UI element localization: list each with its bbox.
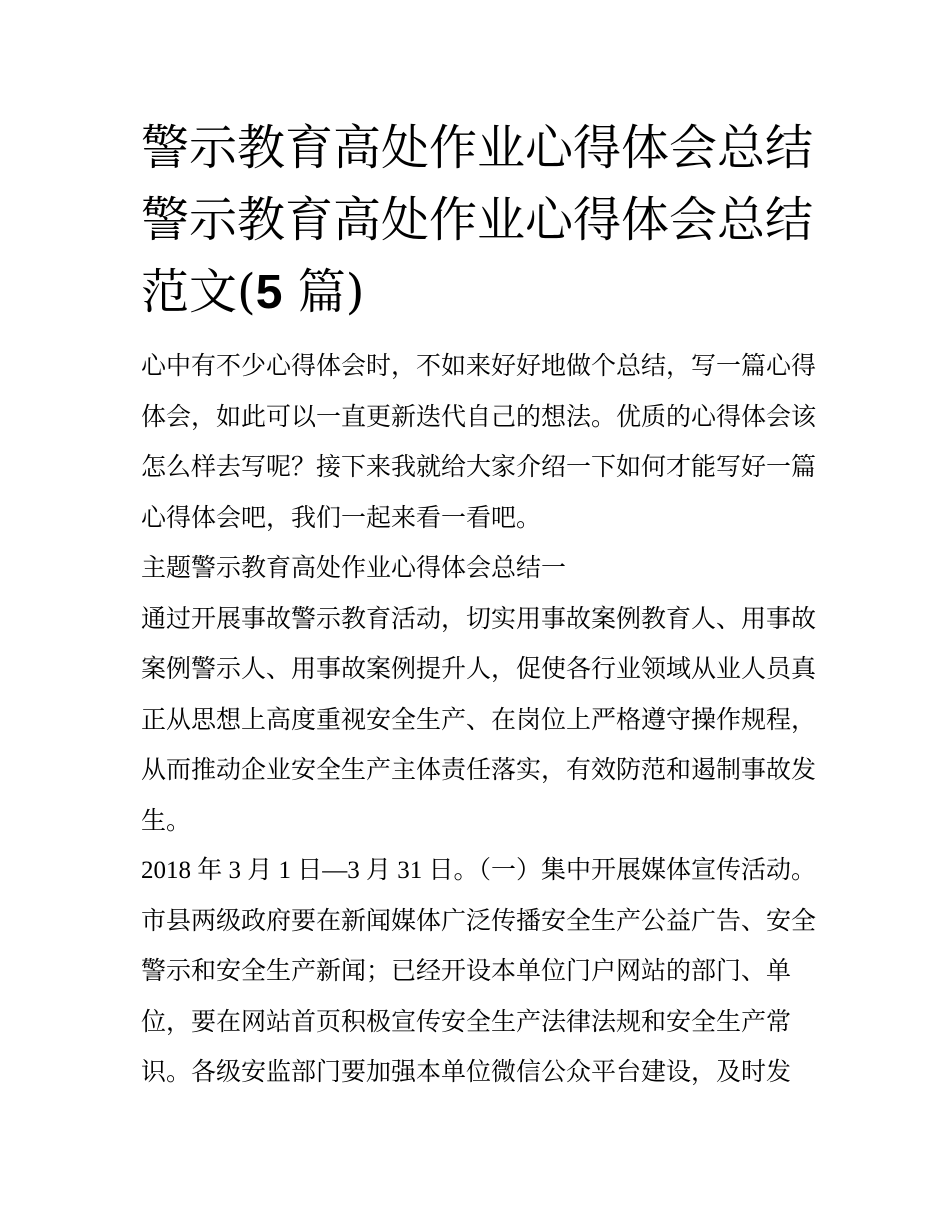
document-title (141, 112, 821, 329)
intro-paragraph: 心中有不少心得体会时，不如来好好地做个总结，写一篇心得体会，如此可以一直更新迭代自己的想法。优质的心得体会该怎么样去写呢？接下来我就给大家介绍一下如何才能写好一篇心得体会吧，我们一起来看一看吧。 (141, 351, 817, 532)
section-heading: 主题警示教育高处作业心得体会总结一 (141, 553, 567, 582)
document-body (141, 112, 821, 1099)
body-paragraph-2: 2018 年 3 月 1 日—3 月 31 日。（一）集中开展媒体宣传活动。市县两级政府要在新闻媒体广泛传播安全生产公益广告、安全警示和安全生产新闻；已经开设本单位门户网站的部门、单位，要在网站首页积极宣传安全生产法律法规和安全生产常识。各级安监部门要加强本单位微信公众平台建设，及时发 (141, 857, 817, 1086)
title-text: 警示教育高处作业心得体会总结 警示教育高处作业心得体会总结范文( (141, 120, 814, 320)
title-number: 5 (255, 266, 283, 319)
title-suffix: 篇) (282, 264, 365, 320)
body-paragraph-1: 通过开展事故警示教育活动，切实用事故案例教育人、用事故案例警示人、用事故案例提升人，促使各行业领域从业人员真正从思想上高度重视安全生产、在岗位上严格遵守操作规程，从而推动企业安全生产主体责任落实，有效防范和遏制事故发生。 (141, 603, 817, 835)
